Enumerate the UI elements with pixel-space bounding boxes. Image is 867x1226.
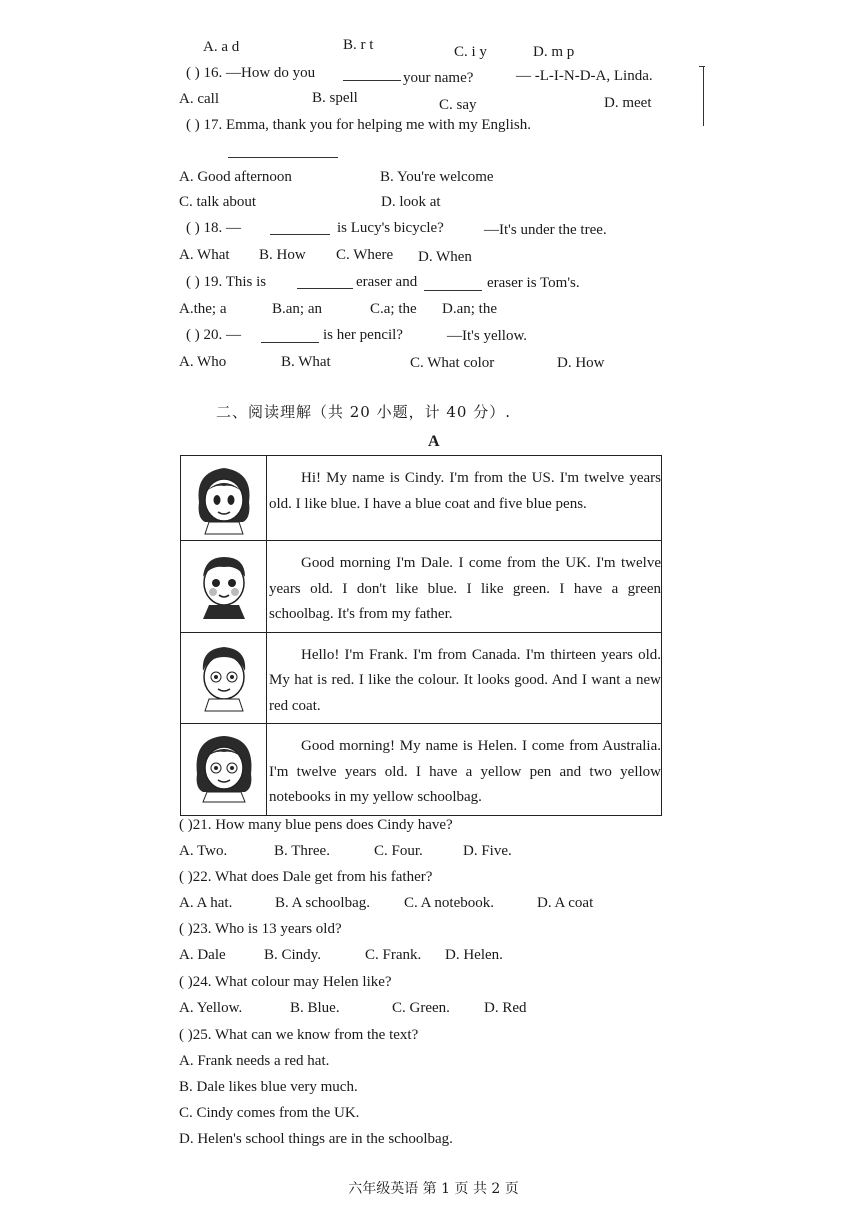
q16-blank xyxy=(343,80,401,81)
q20-stem-rest: is her pencil? xyxy=(323,327,403,343)
section-heading: 二、阅读理解（共 20 小题，计 40 分）. xyxy=(216,403,512,421)
q21-option-d: D. Five. xyxy=(463,843,512,859)
boy-frank-icon xyxy=(189,639,259,713)
q25-option-d: D. Helen's school things are in the schoolbag. xyxy=(179,1131,453,1147)
q20-stem: ( ) 20. — xyxy=(186,327,241,343)
q16-stem-rest: your name? xyxy=(403,70,474,86)
q17-option-a: A. Good afternoon xyxy=(179,169,292,185)
q22-option-c: C. A notebook. xyxy=(404,895,495,911)
q16-option-d: D. meet xyxy=(604,95,652,111)
q15-option-c: C. i y xyxy=(454,44,487,60)
q24-option-c: C. Green. xyxy=(392,1000,450,1016)
q21-stem: ( )21. How many blue pens does Cindy have? xyxy=(179,817,453,833)
q24-option-a: A. Yellow. xyxy=(179,1000,243,1016)
reading-text-helen: Good morning! My name is Helen. I come from Australia. I'm twelve years old. I have a yellow pen and two yellow notebooks in my yellow schoolbag. xyxy=(267,724,662,816)
q17-option-c: C. talk about xyxy=(179,194,257,210)
q24-option-d: D. Red xyxy=(484,1000,527,1016)
passage-label: A xyxy=(428,433,440,450)
q23-option-d: D. Helen. xyxy=(445,947,503,963)
q19-blank-2 xyxy=(424,290,482,291)
q19-option-c: C.a; the xyxy=(370,301,417,317)
q23-option-b: B. Cindy. xyxy=(264,947,321,963)
q19-stem-end: eraser is Tom's. xyxy=(487,275,580,291)
q22-option-b: B. A schoolbag. xyxy=(275,895,371,911)
reading-row xyxy=(181,632,662,724)
q22-option-d: D. A coat xyxy=(537,895,594,911)
q24-stem: ( )24. What colour may Helen like? xyxy=(179,974,392,990)
margin-bracket xyxy=(703,66,704,126)
reading-row xyxy=(181,541,662,633)
q21-option-b: B. Three. xyxy=(274,843,330,859)
q20-option-b: B. What xyxy=(281,354,331,370)
q22-option-a: A. A hat. xyxy=(179,895,233,911)
boy-dale-icon xyxy=(189,547,259,621)
q25-stem: ( )25. What can we know from the text? xyxy=(179,1027,419,1043)
q16-answer: — -L-I-N-D-A, Linda. xyxy=(516,68,653,84)
q18-option-d: D. When xyxy=(418,249,472,265)
q23-stem: ( )23. Who is 13 years old? xyxy=(179,921,342,937)
avatar-cell xyxy=(181,456,267,541)
q18-option-b: B. How xyxy=(259,247,306,263)
avatar-cell xyxy=(181,632,267,724)
q19-option-a: A.the; a xyxy=(179,301,227,317)
girl-helen-icon xyxy=(189,730,259,804)
q23-option-a: A. Dale xyxy=(179,947,226,963)
q15-option-d: D. m p xyxy=(533,44,575,60)
q15-option-b: B. r t xyxy=(343,37,374,53)
q17-option-b: B. You're welcome xyxy=(380,169,494,185)
q20-option-d: D. How xyxy=(557,355,605,371)
q15-option-a: A. a d xyxy=(203,39,240,55)
reading-table xyxy=(180,455,662,816)
reading-text-frank: Hello! I'm Frank. I'm from Canada. I'm thirteen years old. My hat is red. I like the colour. It looks good. And I want a new red coat. xyxy=(267,632,662,724)
q19-option-b: B.an; an xyxy=(272,301,322,317)
q16-option-b: B. spell xyxy=(312,90,358,106)
q22-stem: ( )22. What does Dale get from his father? xyxy=(179,869,433,885)
q16-option-c: C. say xyxy=(439,97,477,113)
q20-answer: —It's yellow. xyxy=(447,328,528,344)
q16-option-a: A. call xyxy=(179,91,219,107)
q23-option-c: C. Frank. xyxy=(365,947,422,963)
reading-text-cindy: Hi! My name is Cindy. I'm from the US. I'm twelve years old. I like blue. I have a blue coat and five blue pens. xyxy=(267,456,662,541)
q24-option-b: B. Blue. xyxy=(290,1000,340,1016)
reading-row xyxy=(181,456,662,541)
q18-stem-rest: is Lucy's bicycle? xyxy=(337,220,444,236)
avatar-cell xyxy=(181,541,267,633)
q18-stem: ( ) 18. — xyxy=(186,220,241,236)
q18-option-a: A. What xyxy=(179,247,230,263)
q18-answer: —It's under the tree. xyxy=(484,222,607,238)
q25-option-a: A. Frank needs a red hat. xyxy=(179,1053,330,1069)
q17-stem: ( ) 17. Emma, thank you for helping me with my English. xyxy=(186,117,531,133)
q18-blank xyxy=(270,234,330,235)
reading-row xyxy=(181,724,662,816)
q21-option-a: A. Two. xyxy=(179,843,228,859)
q19-stem: ( ) 19. This is xyxy=(186,274,267,290)
q18-option-c: C. Where xyxy=(336,247,394,263)
margin-bracket-tick xyxy=(699,66,705,67)
q19-blank-1 xyxy=(297,288,353,289)
q25-option-b: B. Dale likes blue very much. xyxy=(179,1079,358,1095)
q20-blank xyxy=(261,342,319,343)
girl-cindy-icon xyxy=(189,462,259,536)
q17-blank xyxy=(228,157,338,158)
avatar-cell xyxy=(181,724,267,816)
q19-option-d: D.an; the xyxy=(442,301,497,317)
q20-option-c: C. What color xyxy=(410,355,495,371)
q19-stem-middle: eraser and xyxy=(356,274,418,290)
q17-option-d: D. look at xyxy=(381,194,441,210)
q21-option-c: C. Four. xyxy=(374,843,423,859)
q20-option-a: A. Who xyxy=(179,354,227,370)
page-footer: 六年级英语 第 1 页 共 2 页 xyxy=(348,1181,519,1197)
q25-option-c: C. Cindy comes from the UK. xyxy=(179,1105,360,1121)
q16-stem: ( ) 16. —How do you xyxy=(186,65,316,81)
reading-text-dale: Good morning I'm Dale. I come from the UK. I'm twelve years old. I don't like blue. I like green. I have a green schoolbag. It's from my father. xyxy=(267,541,662,633)
